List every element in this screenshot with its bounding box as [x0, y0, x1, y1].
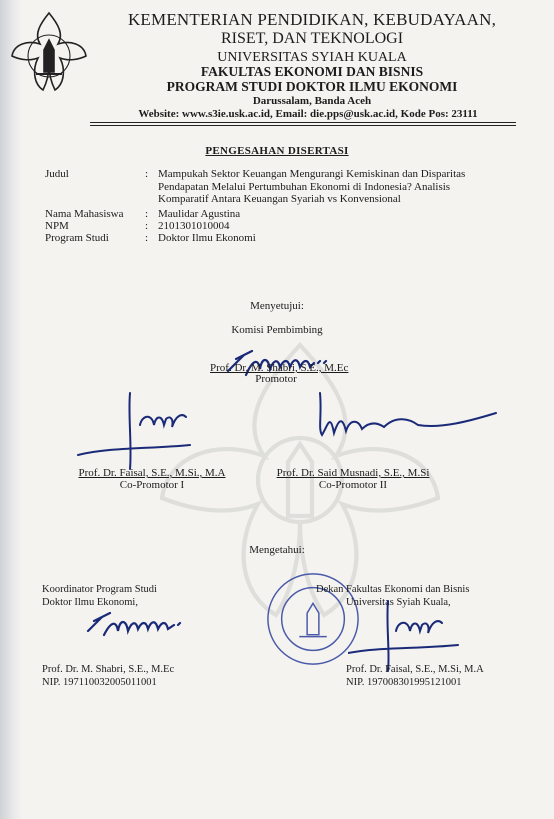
signature-copromotor2-icon	[300, 385, 500, 445]
header-faculty: FAKULTAS EKONOMI DAN BISNIS	[200, 64, 424, 79]
header-ministry-line1: KEMENTERIAN PENDIDIKAN, KEBUDAYAAN,	[127, 10, 497, 29]
nama-colon: :	[145, 208, 149, 220]
prodi-value: Doktor Ilmu Ekonomi	[158, 232, 256, 244]
signature-copromotor1-icon	[70, 385, 220, 475]
copromotor1-role: Co-Promotor I	[119, 479, 185, 491]
dean-role-line1: Dekan Fakultas Ekonomi dan Bisnis	[316, 584, 470, 595]
mengetahui-label: Mengetahui:	[249, 544, 305, 556]
header-divider-thick	[90, 122, 516, 123]
header-contact: Website: www.s3ie.usk.ac.id, Email: die.pps@usk.ac.id, Kode Pos: 23111	[138, 108, 478, 120]
nama-value: Maulidar Agustina	[158, 208, 241, 220]
judul-label: Judul	[45, 168, 69, 180]
header-program: PROGRAM STUDI DOKTOR ILMU EKONOMI	[166, 79, 458, 94]
header-university: UNIVERSITAS SYIAH KUALA	[217, 50, 407, 65]
npm-colon: :	[145, 220, 149, 232]
dean-role-line2: Universitas Syiah Kuala,	[346, 597, 451, 608]
nama-label: Nama Mahasiswa	[45, 208, 124, 220]
copromotor1-name: Prof. Dr. Faisal, S.E., M.Si., M.A	[78, 467, 226, 479]
header-ministry-line2: RISET, DAN TEKNOLOGI	[220, 30, 404, 47]
coordinator-role-line1: Koordinator Program Studi	[42, 584, 157, 595]
prodi-colon: :	[145, 232, 149, 244]
copromotor2-role: Co-Promotor II	[318, 479, 388, 491]
header-divider-thin	[90, 125, 516, 126]
menyetujui-label: Menyetujui:	[250, 300, 304, 312]
judul-value: Mampukah Sektor Keuangan Mengurangi Kemiskinan dan Disparitas Pendapatan Melalui Pertumbuhan Ekonomi di Indonesia? Analisis Komparatif Antara Keuangan Syariah vs Konvensional	[158, 168, 466, 205]
header-address: Darussalam, Banda Aceh	[252, 95, 372, 107]
page-edge-shadow	[0, 0, 22, 819]
npm-value: 2101301010004	[158, 220, 230, 232]
npm-label: NPM	[45, 220, 69, 232]
document-title: PENGESAHAN DISERTASI	[205, 145, 349, 157]
coordinator-role-line2: Doktor Ilmu Ekonomi,	[42, 597, 138, 608]
dean-nip: NIP. 197008301995121001	[346, 677, 462, 688]
signature-coordinator-icon	[82, 605, 192, 641]
coordinator-nip: NIP. 197110032005011001	[42, 677, 157, 688]
promotor-name: Prof. Dr. M. Shabri, S.E., M.Ec	[210, 362, 349, 374]
promotor-role: Promotor	[255, 373, 297, 385]
copromotor2-name: Prof. Dr. Said Musnadi, S.E., M.Si	[276, 467, 430, 479]
prodi-label: Program Studi	[45, 232, 109, 244]
komisi-label: Komisi Pembimbing	[231, 324, 323, 336]
judul-colon: :	[145, 168, 149, 180]
coordinator-name: Prof. Dr. M. Shabri, S.E., M.Ec	[42, 664, 175, 675]
dean-name: Prof. Dr. Faisal, S.E., M.Si, M.A	[346, 664, 484, 675]
